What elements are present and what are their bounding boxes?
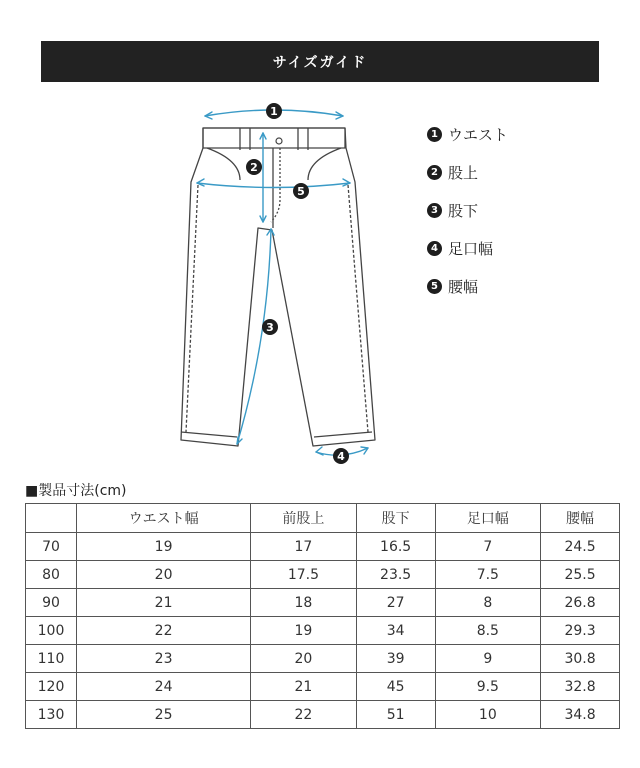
table-cell: 9.5 bbox=[435, 673, 540, 701]
table-cell: 24 bbox=[77, 673, 251, 701]
table-row bbox=[26, 561, 620, 589]
table-cell: 10 bbox=[435, 701, 540, 729]
measurement-legend bbox=[427, 124, 508, 314]
size-guide-header bbox=[41, 41, 599, 82]
table-cell: 34 bbox=[356, 617, 435, 645]
table-cell: 25 bbox=[77, 701, 251, 729]
table-cell: 8.5 bbox=[435, 617, 540, 645]
table-title: ■製品寸法(cm) bbox=[25, 483, 127, 499]
table-cell: 34.8 bbox=[541, 701, 620, 729]
table-cell: 8 bbox=[435, 589, 540, 617]
legend-item-rise bbox=[427, 162, 508, 182]
header-cell bbox=[26, 504, 77, 533]
marker-1 bbox=[266, 103, 282, 119]
header-cell: ウエスト幅 bbox=[77, 504, 251, 533]
legend-num: 2 bbox=[427, 165, 442, 180]
table-cell: 24.5 bbox=[541, 533, 620, 561]
table-cell: 21 bbox=[251, 673, 356, 701]
size-guide-title: サイズガイド bbox=[272, 54, 368, 71]
size-cell: 130 bbox=[26, 701, 77, 729]
table-row bbox=[26, 673, 620, 701]
legend-label: 足口幅 bbox=[448, 239, 494, 258]
svg-text:5: 5 bbox=[297, 185, 305, 198]
table-cell: 19 bbox=[77, 533, 251, 561]
table-row bbox=[26, 701, 620, 729]
table-cell: 29.3 bbox=[541, 617, 620, 645]
table-row bbox=[26, 533, 620, 561]
size-cell: 80 bbox=[26, 561, 77, 589]
inseam-arrow bbox=[237, 229, 271, 444]
legend-label: 腰幅 bbox=[448, 277, 479, 296]
table-cell: 16.5 bbox=[356, 533, 435, 561]
table-cell: 20 bbox=[251, 645, 356, 673]
table-cell: 21 bbox=[77, 589, 251, 617]
table-cell: 17.5 bbox=[251, 561, 356, 589]
size-cell: 110 bbox=[26, 645, 77, 673]
header-cell: 前股上 bbox=[251, 504, 356, 533]
legend-item-hip bbox=[427, 276, 508, 296]
size-table bbox=[25, 503, 620, 729]
marker-4 bbox=[333, 448, 349, 464]
table-cell: 23 bbox=[77, 645, 251, 673]
svg-text:1: 1 bbox=[270, 105, 278, 118]
table-cell: 39 bbox=[356, 645, 435, 673]
table-cell: 26.8 bbox=[541, 589, 620, 617]
legend-item-waist bbox=[427, 124, 508, 144]
header-cell: 足口幅 bbox=[435, 504, 540, 533]
legend-label: 股上 bbox=[448, 163, 479, 182]
marker-2 bbox=[246, 159, 262, 175]
legend-num: 1 bbox=[427, 127, 442, 142]
legend-item-hem bbox=[427, 238, 508, 258]
legend-label: ウエスト bbox=[448, 125, 509, 144]
svg-text:2: 2 bbox=[250, 161, 258, 174]
svg-text:4: 4 bbox=[337, 450, 345, 463]
legend-item-inseam bbox=[427, 200, 508, 220]
table-cell: 22 bbox=[251, 701, 356, 729]
size-cell: 90 bbox=[26, 589, 77, 617]
svg-text:3: 3 bbox=[266, 321, 274, 334]
table-row bbox=[26, 645, 620, 673]
table-cell: 20 bbox=[77, 561, 251, 589]
table-cell: 7.5 bbox=[435, 561, 540, 589]
legend-num: 4 bbox=[427, 241, 442, 256]
pants-diagram bbox=[170, 95, 390, 475]
table-cell: 45 bbox=[356, 673, 435, 701]
size-cell: 100 bbox=[26, 617, 77, 645]
table-header-row bbox=[26, 504, 620, 533]
table-row bbox=[26, 589, 620, 617]
size-cell: 120 bbox=[26, 673, 77, 701]
table-cell: 27 bbox=[356, 589, 435, 617]
table-cell: 51 bbox=[356, 701, 435, 729]
legend-num: 3 bbox=[427, 203, 442, 218]
table-row bbox=[26, 617, 620, 645]
table-cell: 19 bbox=[251, 617, 356, 645]
table-cell: 17 bbox=[251, 533, 356, 561]
legend-num: 5 bbox=[427, 279, 442, 294]
table-cell: 23.5 bbox=[356, 561, 435, 589]
table-cell: 30.8 bbox=[541, 645, 620, 673]
table-cell: 7 bbox=[435, 533, 540, 561]
header-cell: 股下 bbox=[356, 504, 435, 533]
table-cell: 9 bbox=[435, 645, 540, 673]
table-cell: 32.8 bbox=[541, 673, 620, 701]
legend-label: 股下 bbox=[448, 201, 479, 220]
marker-3 bbox=[262, 319, 278, 335]
marker-5 bbox=[293, 183, 309, 199]
table-cell: 18 bbox=[251, 589, 356, 617]
pants-outline bbox=[181, 128, 375, 446]
table-cell: 25.5 bbox=[541, 561, 620, 589]
header-cell: 腰幅 bbox=[541, 504, 620, 533]
size-cell: 70 bbox=[26, 533, 77, 561]
table-cell: 22 bbox=[77, 617, 251, 645]
